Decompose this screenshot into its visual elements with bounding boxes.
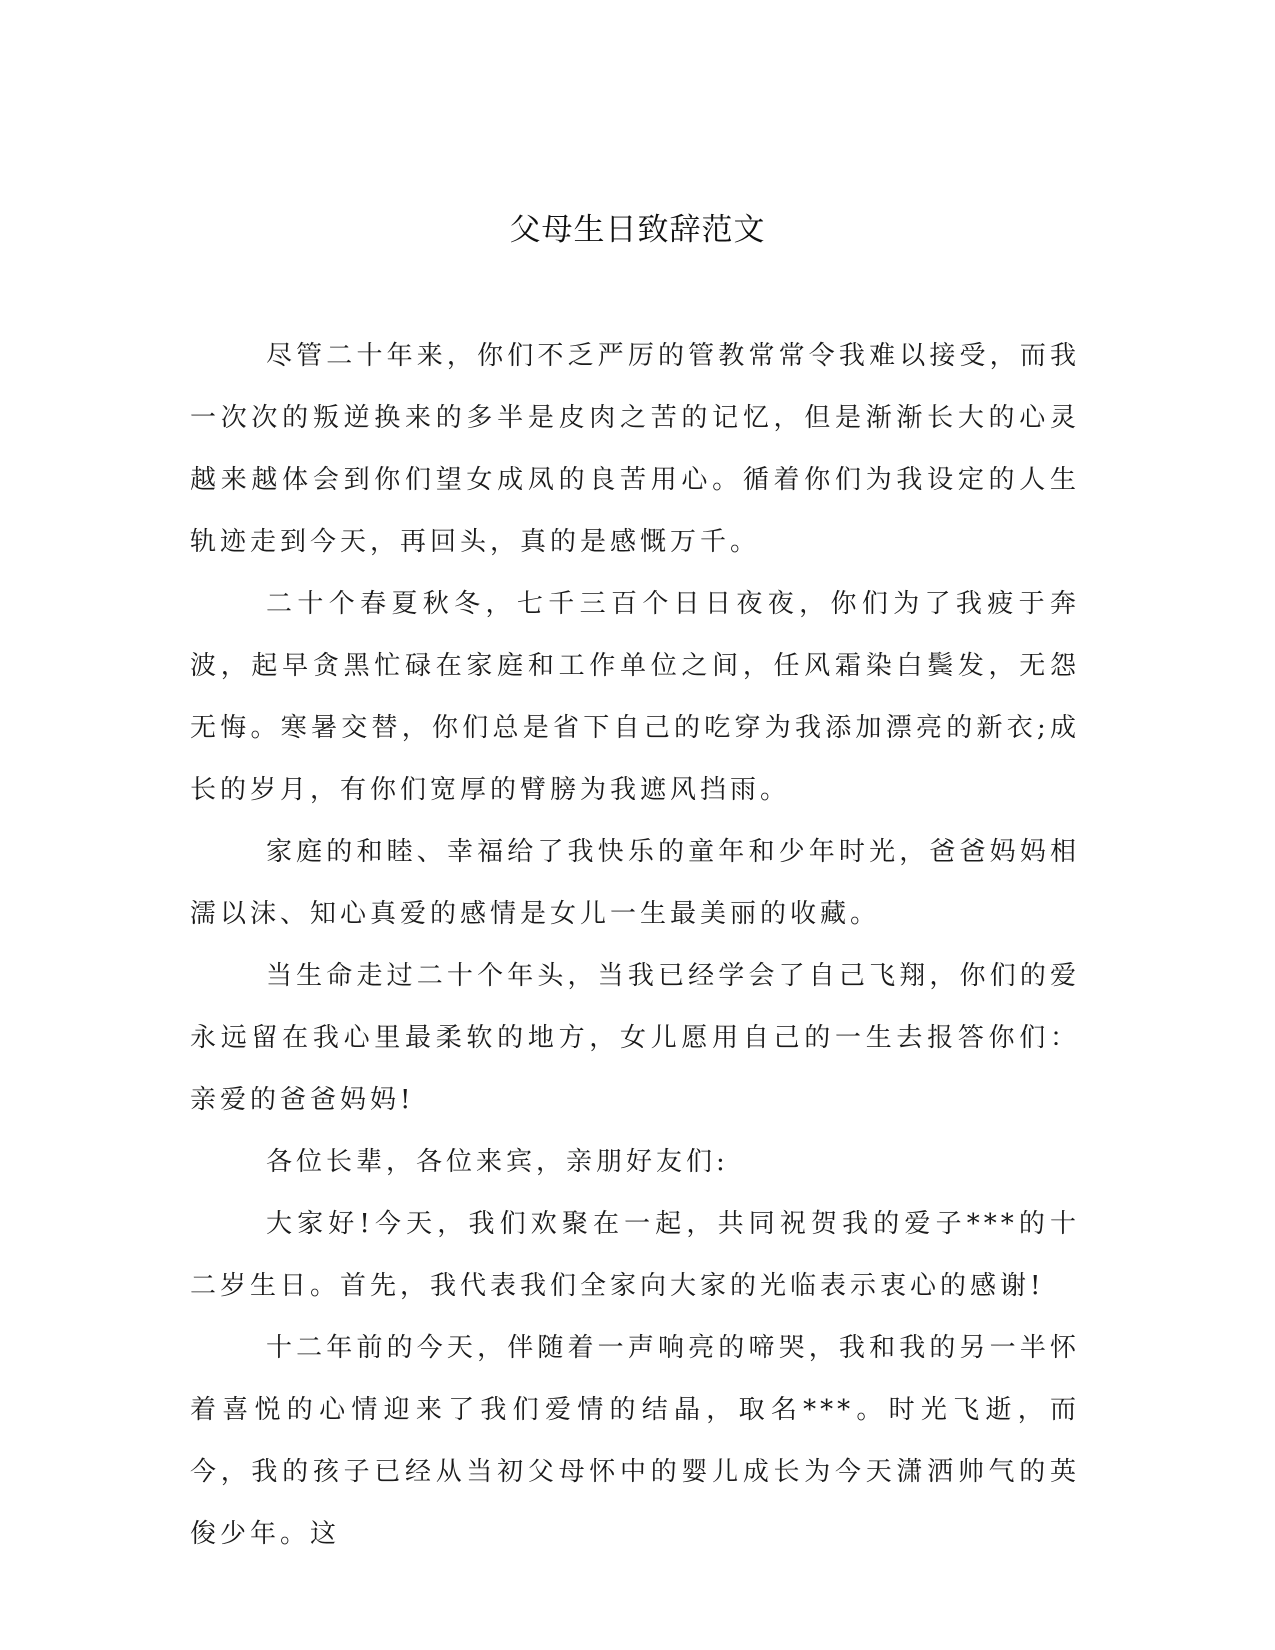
- document-body: [190, 325, 1080, 1565]
- paragraph: 十二年前的今天，伴随着一声响亮的啼哭，我和我的另一半怀着喜悦的心情迎来了我们爱情的结晶，取名***。时光飞逝，而今，我的孩子已经从当初父母怀中的婴儿成长为今天潇洒帅气的英俊少年。这: [190, 1333, 1080, 1549]
- document-title: 父母生日致辞范文: [509, 212, 766, 248]
- paragraph: 当生命走过二十个年头，当我已经学会了自己飞翔，你们的爱永远留在我心里最柔软的地方，女儿愿用自己的一生去报答你们：亲爱的爸爸妈妈!: [190, 961, 1080, 1115]
- paragraph: 各位长辈，各位来宾，亲朋好友们:: [266, 1147, 729, 1177]
- paragraph: 家庭的和睦、幸福给了我快乐的童年和少年时光，爸爸妈妈相濡以沫、知心真爱的感情是女儿一生最美丽的收藏。: [190, 837, 1080, 929]
- paragraph: 二十个春夏秋冬，七千三百个日日夜夜，你们为了我疲于奔波，起早贪黑忙碌在家庭和工作单位之间，任风霜染白鬓发，无怨无悔。寒暑交替，你们总是省下自己的吃穿为我添加漂亮的新衣;成长的岁月，有你们宽厚的臂膀为我遮风挡雨。: [190, 589, 1080, 805]
- paragraph: 尽管二十年来，你们不乏严厉的管教常常令我难以接受，而我一次次的叛逆换来的多半是皮肉之苦的记忆，但是渐渐长大的心灵越来越体会到你们望女成凤的良苦用心。循着你们为我设定的人生轨迹走到今天，再回头，真的是感慨万千。: [190, 341, 1080, 557]
- paragraph: 大家好!今天，我们欢聚在一起，共同祝贺我的爱子***的十二岁生日。首先，我代表我们全家向大家的光临表示衷心的感谢!: [190, 1209, 1080, 1301]
